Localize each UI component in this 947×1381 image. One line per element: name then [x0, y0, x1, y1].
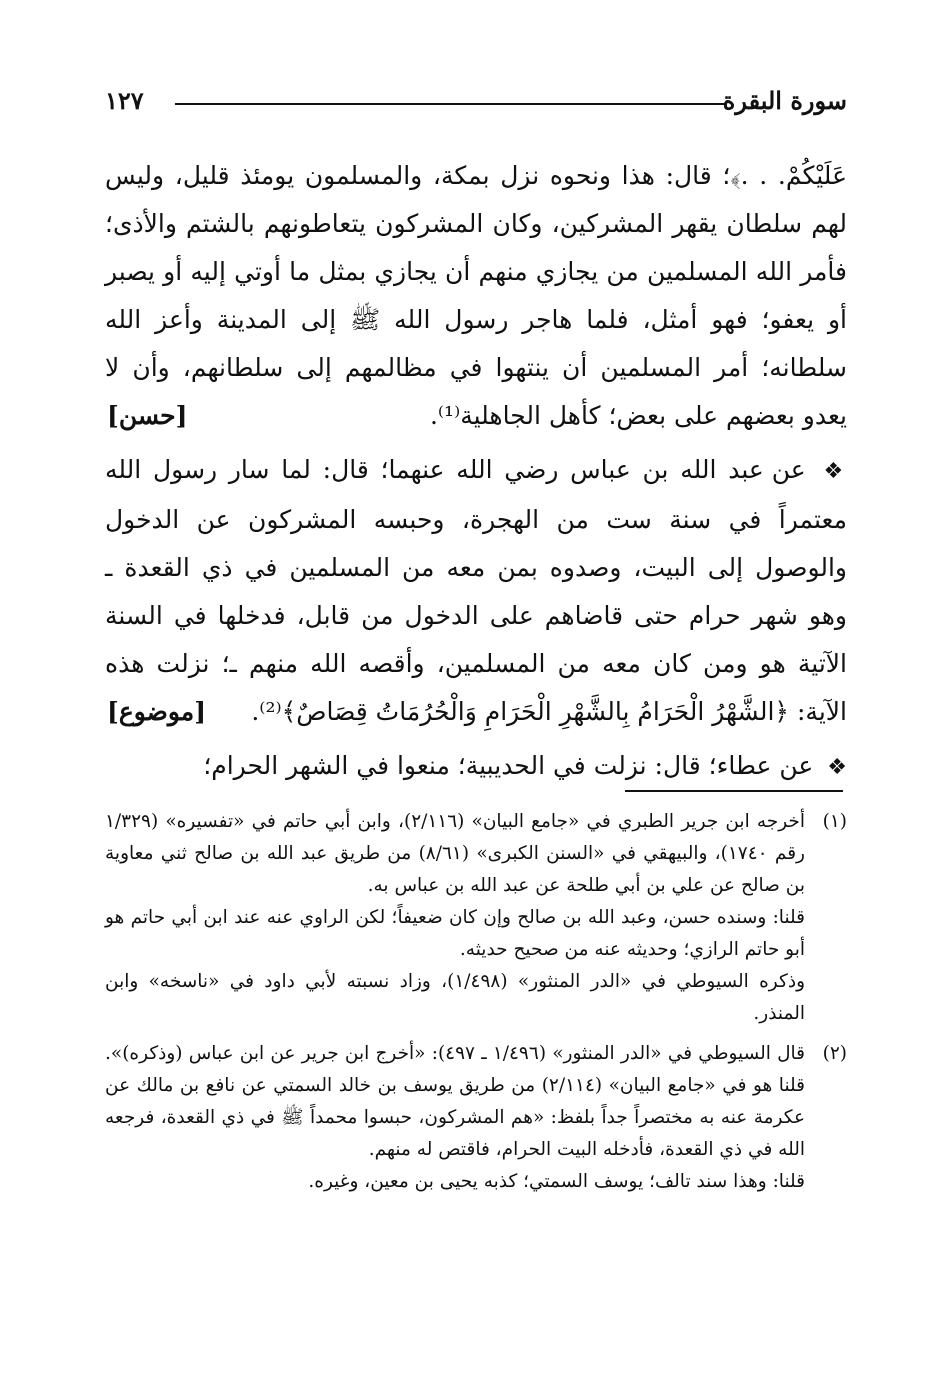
- footnote-number: (٢): [822, 1043, 847, 1064]
- grade-label: [موضوع]: [107, 697, 207, 726]
- main-text: [105, 152, 847, 798]
- footnote: [105, 1038, 847, 1198]
- footnote-separator: [625, 790, 843, 792]
- grade-label: [حسن]: [107, 401, 188, 430]
- footnote-text: وذكره السيوطي في «الدر المنثور» (١/٤٩٨)، وزاد نسبته لأبي داود في «ناسخه» وابن المنذر.: [105, 971, 805, 1024]
- paragraph-text: عَلَيْكُمْ. . .﴾؛ قال: هذا ونحوه نزل بمكة، والمسلمون يومئذ قليل، وليس لهم سلطان يقهر المشركين، وكان المشركون يتعاطونهم بالشتم والأذى؛ فأمر الله المسلمين من يجازي منهم أن يجازي بمثل ما أوتي إليه أو يصبر أو يعفو؛ فهو أمثل، فلما هاجر رسول الله ﷺ إلى المدينة وأعز الله سلطانه؛ أمر المسلمين أن ينتهوا في مظالمهم إلى سلطانهم، وأن لا يعدو بعضهم على بعض؛ كأهل الجاهلية⁽¹⁾.: [105, 161, 847, 430]
- paragraph-text: عن عطاء؛ قال: نزلت في الحديبية؛ منعوا في الشهر الحرام؛: [203, 751, 814, 780]
- paragraph: [105, 152, 847, 440]
- footnote-text: قلنا: وسنده حسن، وعبد الله بن صالح وإن كان ضعيفاً؛ لكن الراوي عنه عند ابن أبي حاتم هو أبو حاتم الرازي؛ وحديثه عنه من صحيح حديثه.: [105, 907, 805, 960]
- paragraph: [105, 742, 847, 792]
- bullet-icon: ❖: [823, 459, 847, 484]
- footnote-text: أخرجه ابن جرير الطبري في «جامع البيان» (٢/١١٦)، وابن أبي حاتم في «تفسيره» (١/٣٢٩ رقم ١٧٤٠)، والبيهقي في «السنن الكبرى» (٨/٦١) من طريق عبد الله بن صالح ثني معاوية بن صالح عن علي بن أبي طلحة عن عبد الله بن عباس به.: [105, 811, 805, 896]
- page-number: ١٢٧: [105, 86, 144, 115]
- paragraph-text: عن عبد الله بن عباس رضي الله عنهما؛ قال: لما سار رسول الله معتمراً في سنة ست من الهجرة، وحبسه المشركون عن الدخول والوصول إلى البيت، وصدوه بمن معه من المسلمين في ذي القعدة ـ وهو شهر حرام حتى قاضاهم على الدخول من قابل، فدخلها في السنة الآتية هو ومن كان معه من المسلمين، وأقصه الله منهم ـ؛ نزلت هذه الآية: ﴿الشَّهْرُ الْحَرَامُ بِالشَّهْرِ الْحَرَامِ وَالْحُرُمَاتُ قِصَاصٌ﴾⁽²⁾.: [105, 455, 847, 726]
- footnote-text: قلنا: وهذا سند تالف؛ يوسف السمتي؛ كذبه يحيى بن معين، وغيره.: [308, 1171, 805, 1192]
- footnote: [105, 806, 847, 1030]
- surah-title: سورة البقرة: [722, 86, 847, 115]
- bullet-icon: ❖: [827, 755, 847, 780]
- running-header: [105, 86, 847, 120]
- footnote-text: قال السيوطي في «الدر المنثور» (١/٤٩٦ ـ ٤٩٧): «أخرج ابن جرير عن ابن عباس (وذكره)». قلنا هو في «جامع البيان» (٢/١١٤) من طريق يوسف بن خالد السمتي عن نافع بن مالك عن عكرمة عنه به مختصراً جداً بلفظ: «هم المشركون، حبسوا محمداً ﷺ في ذي القعدة، فرجعه الله في ذي القعدة، فأدخله البيت الحرام، فاقتص له منهم.: [105, 1043, 805, 1160]
- paragraph: [105, 446, 847, 736]
- footnote-number: (١): [822, 811, 847, 832]
- footnotes: [105, 806, 847, 1206]
- header-rule: [175, 103, 727, 105]
